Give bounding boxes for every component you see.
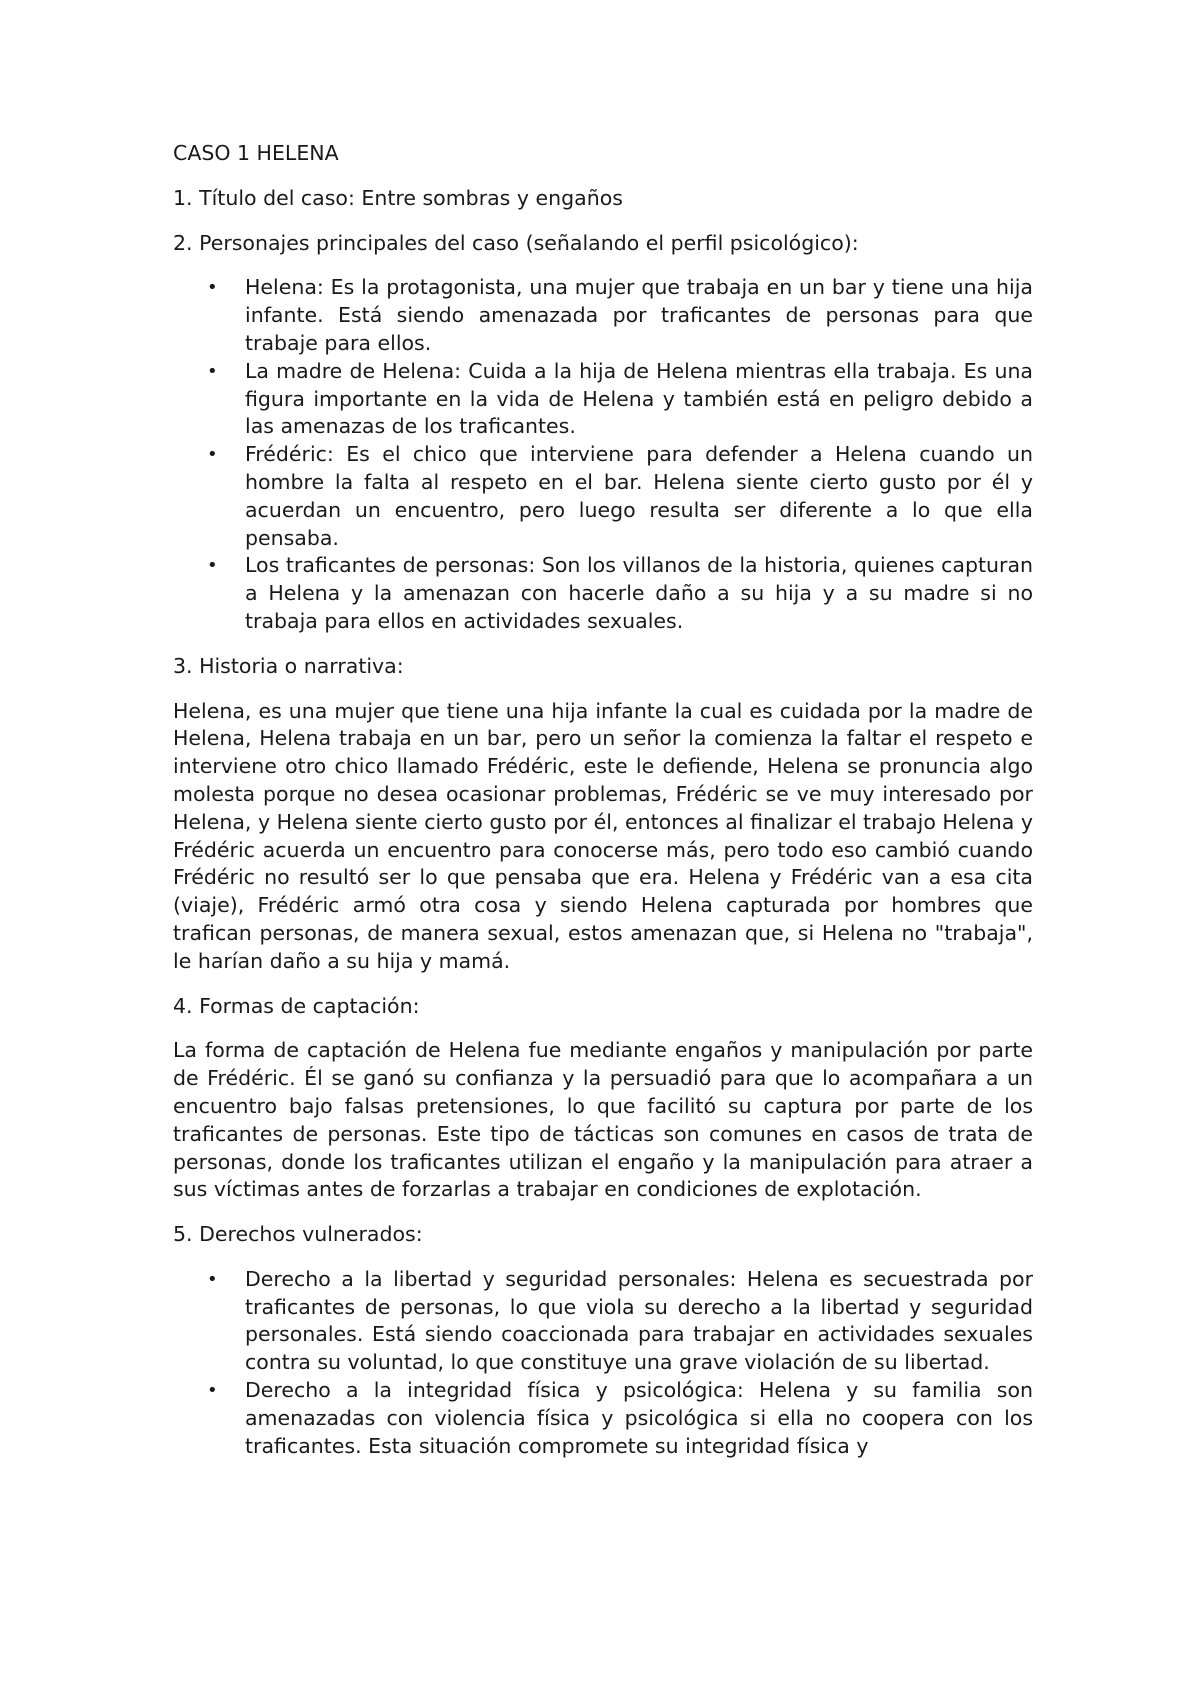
bullet-icon: • — [207, 277, 218, 299]
list-item — [173, 441, 1033, 552]
list-item — [173, 1266, 1033, 1377]
rights-heading: 5. Derechos vulnerados: — [173, 1222, 423, 1247]
bullet-icon: • — [207, 360, 218, 382]
list-item — [173, 552, 1033, 635]
character-description: Helena: Es la protagonista, una mujer que trabaja en un bar y tiene una hija infante. Está siendo amenazada por traficantes de personas para que trabaje para ellos. — [245, 275, 1033, 355]
bullet-icon: • — [207, 444, 218, 466]
case-title-line: 1. Título del caso: Entre sombras y engaños — [173, 185, 623, 210]
characters-heading: 2. Personajes principales del caso (señalando el perfil psicológico): — [173, 230, 859, 255]
bullet-icon: • — [207, 1380, 218, 1402]
character-description: Frédéric: Es el chico que interviene para defender a Helena cuando un hombre la falta al respeto en el bar. Helena siente cierto gusto por él y acuerdan un encuentro, pero luego resulta ser diferente a lo que ella pensaba. — [245, 442, 1033, 550]
list-item — [173, 1377, 1033, 1460]
list-item — [173, 274, 1033, 357]
narrative-heading: 3. Historia o narrativa: — [173, 653, 404, 678]
right-description: Derecho a la integridad física y psicológica: Helena y su familia son amenazadas con violencia física y psicológica si ella no coopera con los traficantes. Esta situación compromete su integridad física y — [245, 1378, 1033, 1458]
captacion-heading: 4. Formas de captación: — [173, 993, 420, 1018]
document-heading: CASO 1 HELENA — [173, 141, 339, 165]
bullet-icon: • — [207, 1268, 218, 1290]
right-description: Derecho a la libertad y seguridad personales: Helena es secuestrada por traficantes de personas, lo que viola su derecho a la libertad y seguridad personales. Está siendo coaccionada para trabajar en actividades sexuales contra su voluntad, lo que constituye una grave violación de su libertad. — [245, 1266, 1033, 1375]
characters-list — [173, 274, 1033, 635]
rights-list — [173, 1266, 1033, 1461]
bullet-icon: • — [207, 555, 218, 577]
document-page — [173, 140, 1033, 1477]
captacion-paragraph: La forma de captación de Helena fue mediante engaños y manipulación por parte de Frédéric. Él se ganó su confianza y la persuadió para que lo acompañara a un encuentro bajo falsas pretensiones, lo que facilitó su captura por parte de los traficantes de personas. Este tipo de tácticas son comunes en casos de trata de personas, donde los traficantes utilizan el engaño y la manipulación para atraer a sus víctimas antes de forzarlas a trabajar en condiciones de explotación. — [173, 1038, 1033, 1202]
character-description: Los traficantes de personas: Son los villanos de la historia, quienes capturan a Helena y la amenazan con hacerle daño a su hija y a su madre si no trabaja para ellos en actividades sexuales. — [245, 553, 1033, 633]
character-description: La madre de Helena: Cuida a la hija de Helena mientras ella trabaja. Es una figura importante en la vida de Helena y también está en peligro debido a las amenazas de los traficantes. — [245, 358, 1033, 439]
narrative-paragraph: Helena, es una mujer que tiene una hija infante la cual es cuidada por la madre de Helena, Helena trabaja en un bar, pero un señor la comienza la faltar el respeto e interviene otro chico llamado Frédéric, este le defiende, Helena se pronuncia algo molesta porque no desea ocasionar problemas, Frédéric se ve muy interesado por Helena, y Helena siente cierto gusto por él, entonces al finalizar el trabajo Helena y Frédéric acuerda un encuentro para conocerse más, pero todo eso cambió cuando Frédéric no resultó ser lo que pensaba que era. Helena y Frédéric van a esa cita (viaje), Frédéric armó otra cosa y siendo Helena capturada por hombres que trafican personas, de manera sexual, estos amenazan que, si Helena no "trabaja", le harían daño a su hija y mamá. — [173, 698, 1033, 973]
list-item — [173, 358, 1033, 441]
